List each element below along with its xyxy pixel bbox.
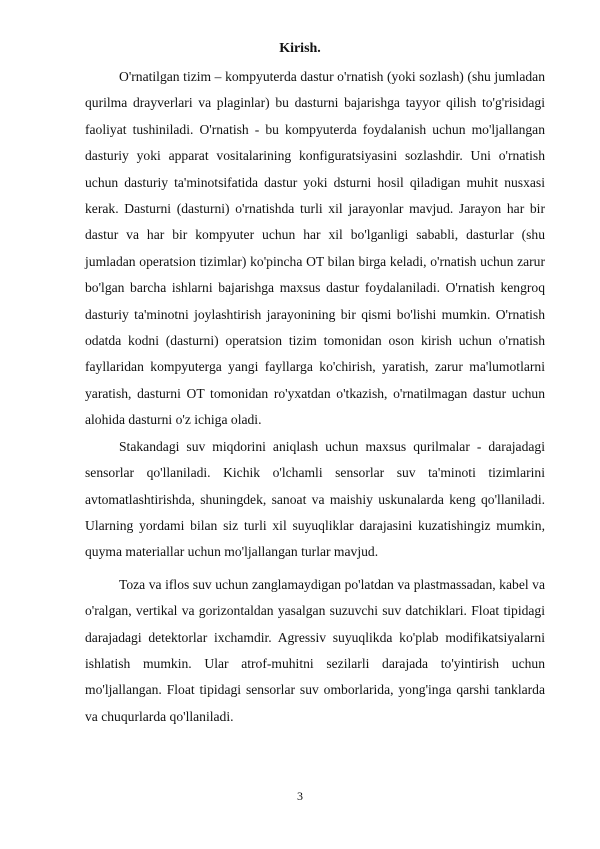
- document-body: [85, 64, 545, 730]
- paragraph-level-sensors: Stakandagi suv miqdorini aniqlash uchun maxsus qurilmalar - darajadagi sensorlar qo'llaniladi. Kichik o'lchamli sensorlar suv ta'minoti tizimlarini avtomatlashtirishda, shuningdek, sanoat va maishiy uskunalarda keng qo'llaniladi. Ularning yordami bilan siz turli xil suyuqliklar darajasini kuzatishingiz mumkin, quyma materiallar uchun mo'ljallangan turlar mavjud.: [85, 438, 545, 560]
- page-title: Kirish.: [279, 41, 321, 56]
- paragraph-installation: O'rnatilgan tizim – kompyuterda dastur o'rnatish (yoki sozlash) (shu jumladan qurilma drayverlari va plaginlar) bu dasturni bajarishga tayyor qilish to'g'risidagi faoliyat tushiniladi. O'rnatish - bu kompyuterda foydalanish uchun mo'ljallangan dasturiy yoki apparat vositalarining konfiguratsiyasini sozlashdir. Uni o'rnatish uchun dasturiy ta'minotsifatida dastur yoki dsturni hosil qiladigan muhit nusxasi kerak. Dasturni (dasturni) o'rnatishda turli xil jarayonlar mavjud. Jarayon har bir dastur va har bir kompyuter uchun har xil bo'lganligi sababli, dasturlar (shu jumladan operatsion tizimlar) ko'pincha OT bilan birga keladi, o'rnatish uchun zarur bo'lgan barcha ishlarni bajarishga maxsus dastur foydalaniladi. O'rnatish kengroq dasturiy ta'minotni joylashtirish jarayonining bir qismi bo'lishi mumkin. O'rnatish odatda kodni (dasturni) operatsion tizim tomonidan oson kirish uchun o'rnatish fayllaridan kompyuterga yangi fayllarga ko'chirish, yaratish, zarur ma'lumotlarni yaratish, dasturni OT tomonidan ro'yxatdan o'tkazish, o'rnatilmagan dastur uchun alohida dasturni o'z ichiga oladi.: [85, 69, 545, 428]
- paragraph-float-sensors: Toza va iflos suv uchun zanglamaydigan po'latdan va plastmassadan, kabel va o'ralgan, vertikal va gorizontaldan yasalgan suzuvchi suv datchiklari. Float tipidagi darajadagi detektorlar ixchamdir. Agressiv suyuqlikda ko'plab modifikatsiyalarni ishlatish mumkin. Ular atrof-muhitni sezilarli darajada to'yintirish uchun mo'ljallangan. Float tipidagi sensorlar suv omborlarida, yong'inga qarshi tanklarda va chuqurlarda qo'llaniladi.: [85, 576, 545, 724]
- page-number: 3: [297, 789, 303, 803]
